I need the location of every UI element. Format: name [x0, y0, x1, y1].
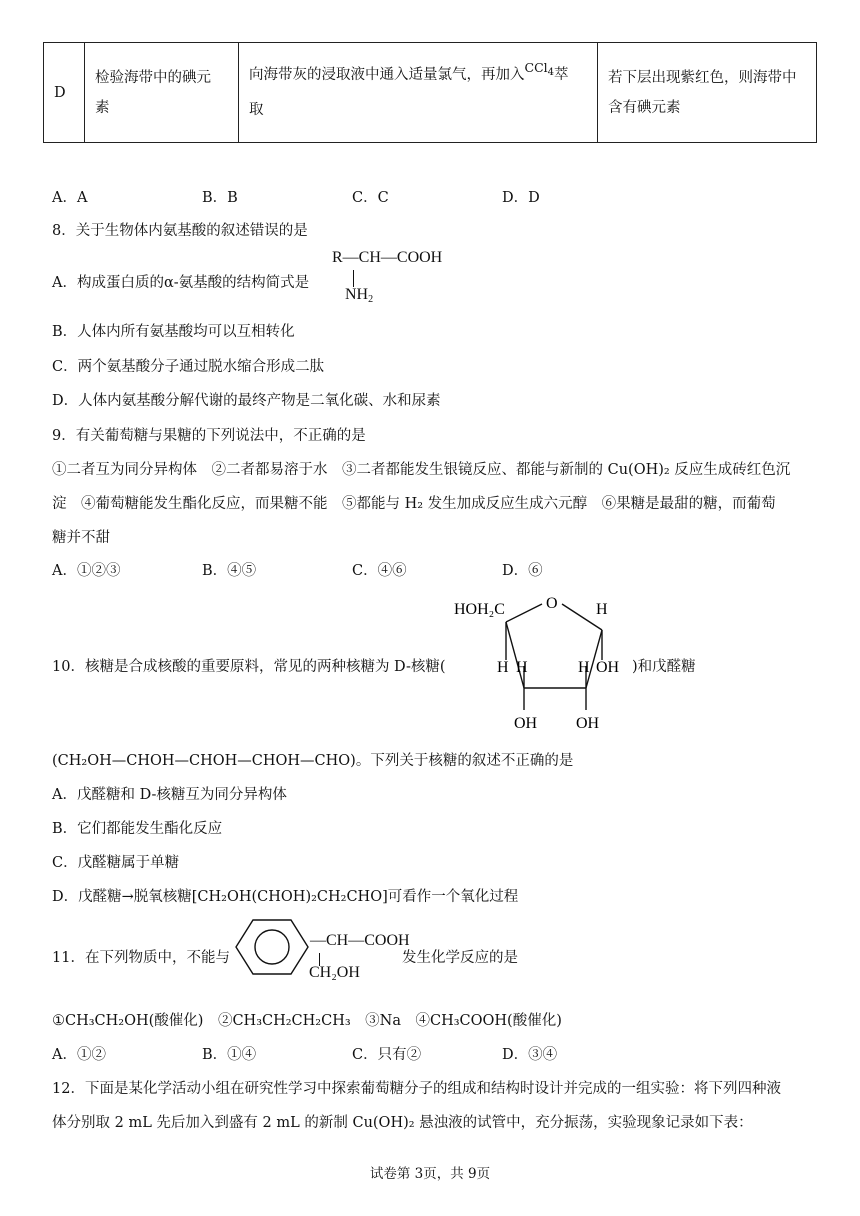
nh-sub: 2 — [368, 294, 374, 305]
q9-stem: 9．有关葡萄糖与果糖的下列说法中，不正确的是 — [52, 428, 366, 444]
ring-oxygen-label: O — [546, 595, 558, 612]
q11-items: ①CH₃CH₂OH(酸催化) ②CH₃CH₂CH₂CH₃ ③Na ④CH₃COOH(酸催化) — [52, 1013, 562, 1029]
q10-option-a[interactable]: A．戊醛糖和 D-核糖互为同分异构体 — [52, 787, 287, 803]
hexagon — [236, 920, 308, 974]
cell-line: 含有碘元素 — [608, 99, 681, 116]
amino-acid-bond-line — [353, 270, 354, 287]
q7-option-b[interactable]: B．B — [202, 190, 238, 206]
h-label: H — [516, 659, 528, 676]
bond — [506, 604, 542, 622]
q11-stem-before: 11．在下列物质中，不能与 — [52, 950, 230, 966]
h-label: H — [578, 659, 590, 676]
ccl-text: CCl — [524, 60, 548, 75]
table-row — [44, 43, 817, 143]
cell-line — [249, 60, 587, 95]
q7-option-d[interactable]: D．D — [502, 190, 540, 206]
q9-line3: 糖并不甜 — [52, 530, 110, 546]
q9-line1: ①二者互为同分异构体 ②二者都易溶于水 ③二者都能发生银镜反应、都能与新制的 Cu(OH)₂ 反应生成砖红色沉 — [52, 462, 791, 478]
h-label: H — [497, 659, 509, 676]
table-cell-purpose — [85, 43, 239, 143]
q9-option-c[interactable]: C．④⑥ — [352, 563, 407, 579]
q10-option-d[interactable]: D．戊醛糖→脱氧核糖[CH₂OH(CHOH)₂CH₂CHO]可看作一个氧化过程 — [52, 889, 519, 905]
table-cell-procedure — [239, 43, 598, 143]
bond — [506, 622, 524, 688]
q8-option-d[interactable]: D．人体内氨基酸分解代谢的最终产物是二氧化碳、水和尿素 — [52, 393, 441, 409]
q11-option-d[interactable]: D．③④ — [502, 1047, 558, 1063]
ccl4-formula — [524, 60, 555, 78]
q11-option-a[interactable]: A．①② — [52, 1047, 106, 1063]
q9-option-d[interactable]: D．⑥ — [502, 563, 543, 579]
cell-line: 若下层出现紫红色，则海带中 — [608, 69, 797, 86]
ribose-ring-structure — [450, 588, 630, 738]
table-cell-result — [598, 43, 817, 143]
q11-option-c[interactable]: C．只有② — [352, 1047, 422, 1063]
table-cell-label: D — [44, 43, 85, 143]
nh-text: NH — [345, 286, 369, 303]
ring-bonds — [506, 604, 602, 710]
q10-stem-before: 10．核糖是合成核酸的重要原料，常见的两种核糖为 D-核糖( — [52, 659, 446, 675]
oh-label: OH — [514, 715, 538, 732]
q12-line1: 12．下面是某化学活动小组在研究性学习中探索葡萄糖分子的组成和结构时设计并完成的一组实验：将下列四种液 — [52, 1081, 781, 1097]
q7-option-c[interactable]: C．C — [352, 190, 389, 206]
q11-formula-bottom: CH₂OH — [309, 964, 360, 981]
q10-option-c[interactable]: C．戊醛糖属于单糖 — [52, 855, 180, 871]
q11-formula-top: —CH—COOH — [310, 932, 410, 949]
answer-table — [43, 42, 817, 143]
oh-label: OH — [596, 659, 620, 676]
q9-line2: 淀 ④葡萄糖能发生酯化反应，而果糖不能 ⑤都能与 H₂ 发生加成反应生成六元醇 ⑥果糖是最甜的糖，而葡萄 — [52, 496, 776, 512]
h-label: H — [596, 601, 608, 618]
q11-option-b[interactable]: B．①④ — [202, 1047, 257, 1063]
q9-option-b[interactable]: B．④⑤ — [202, 563, 257, 579]
q8-option-b[interactable]: B．人体内所有氨基酸均可以互相转化 — [52, 324, 295, 340]
cell-text: 萃 — [554, 67, 569, 83]
page-footer: 试卷第 3页，共 9页 — [369, 1166, 491, 1182]
cell-line: 取 — [249, 102, 264, 118]
q11-stem-after: 发生化学反应的是 — [402, 950, 518, 966]
q10-formula: (CH₂OH—CHOH—CHOH—CHOH—CHO)。下列关于核糖的叙述不正确的是 — [52, 753, 574, 769]
q8-stem: 8．关于生物体内氨基酸的叙述错误的是 — [52, 223, 308, 239]
q12-line2: 体分别取 2 mL 先后加入到盛有 2 mL 的新制 Cu(OH)₂ 悬浊液的试管中，充分振荡，实验现象记录如下表： — [52, 1115, 753, 1131]
q10-option-b[interactable]: B．它们都能发生酯化反应 — [52, 821, 223, 837]
oh-label: OH — [576, 715, 600, 732]
ccl-sub: 4 — [547, 67, 555, 78]
q10-stem-after: )和戊醛糖 — [632, 659, 696, 675]
q9-option-a[interactable]: A．①②③ — [52, 563, 121, 579]
amino-acid-formula-top: R—CH—COOH — [332, 249, 443, 266]
amino-acid-formula-bottom — [345, 286, 373, 305]
q8-option-c[interactable]: C．两个氨基酸分子通过脱水缩合形成二肽 — [52, 359, 325, 375]
cell-line: 检验海带中的碘元 — [95, 69, 211, 86]
cell-text: 向海带灰的浸取液中通入适量氯气，再加入 — [249, 67, 525, 83]
q8-option-a[interactable]: A．构成蛋白质的α-氨基酸的结构简式是 — [52, 275, 310, 291]
aromatic-circle — [255, 930, 289, 964]
q7-option-a[interactable]: A．A — [52, 190, 88, 206]
benzene-ring-icon — [234, 914, 310, 980]
hoh2c-label: HOH₂C — [454, 601, 505, 618]
cell-line: 素 — [95, 99, 110, 116]
